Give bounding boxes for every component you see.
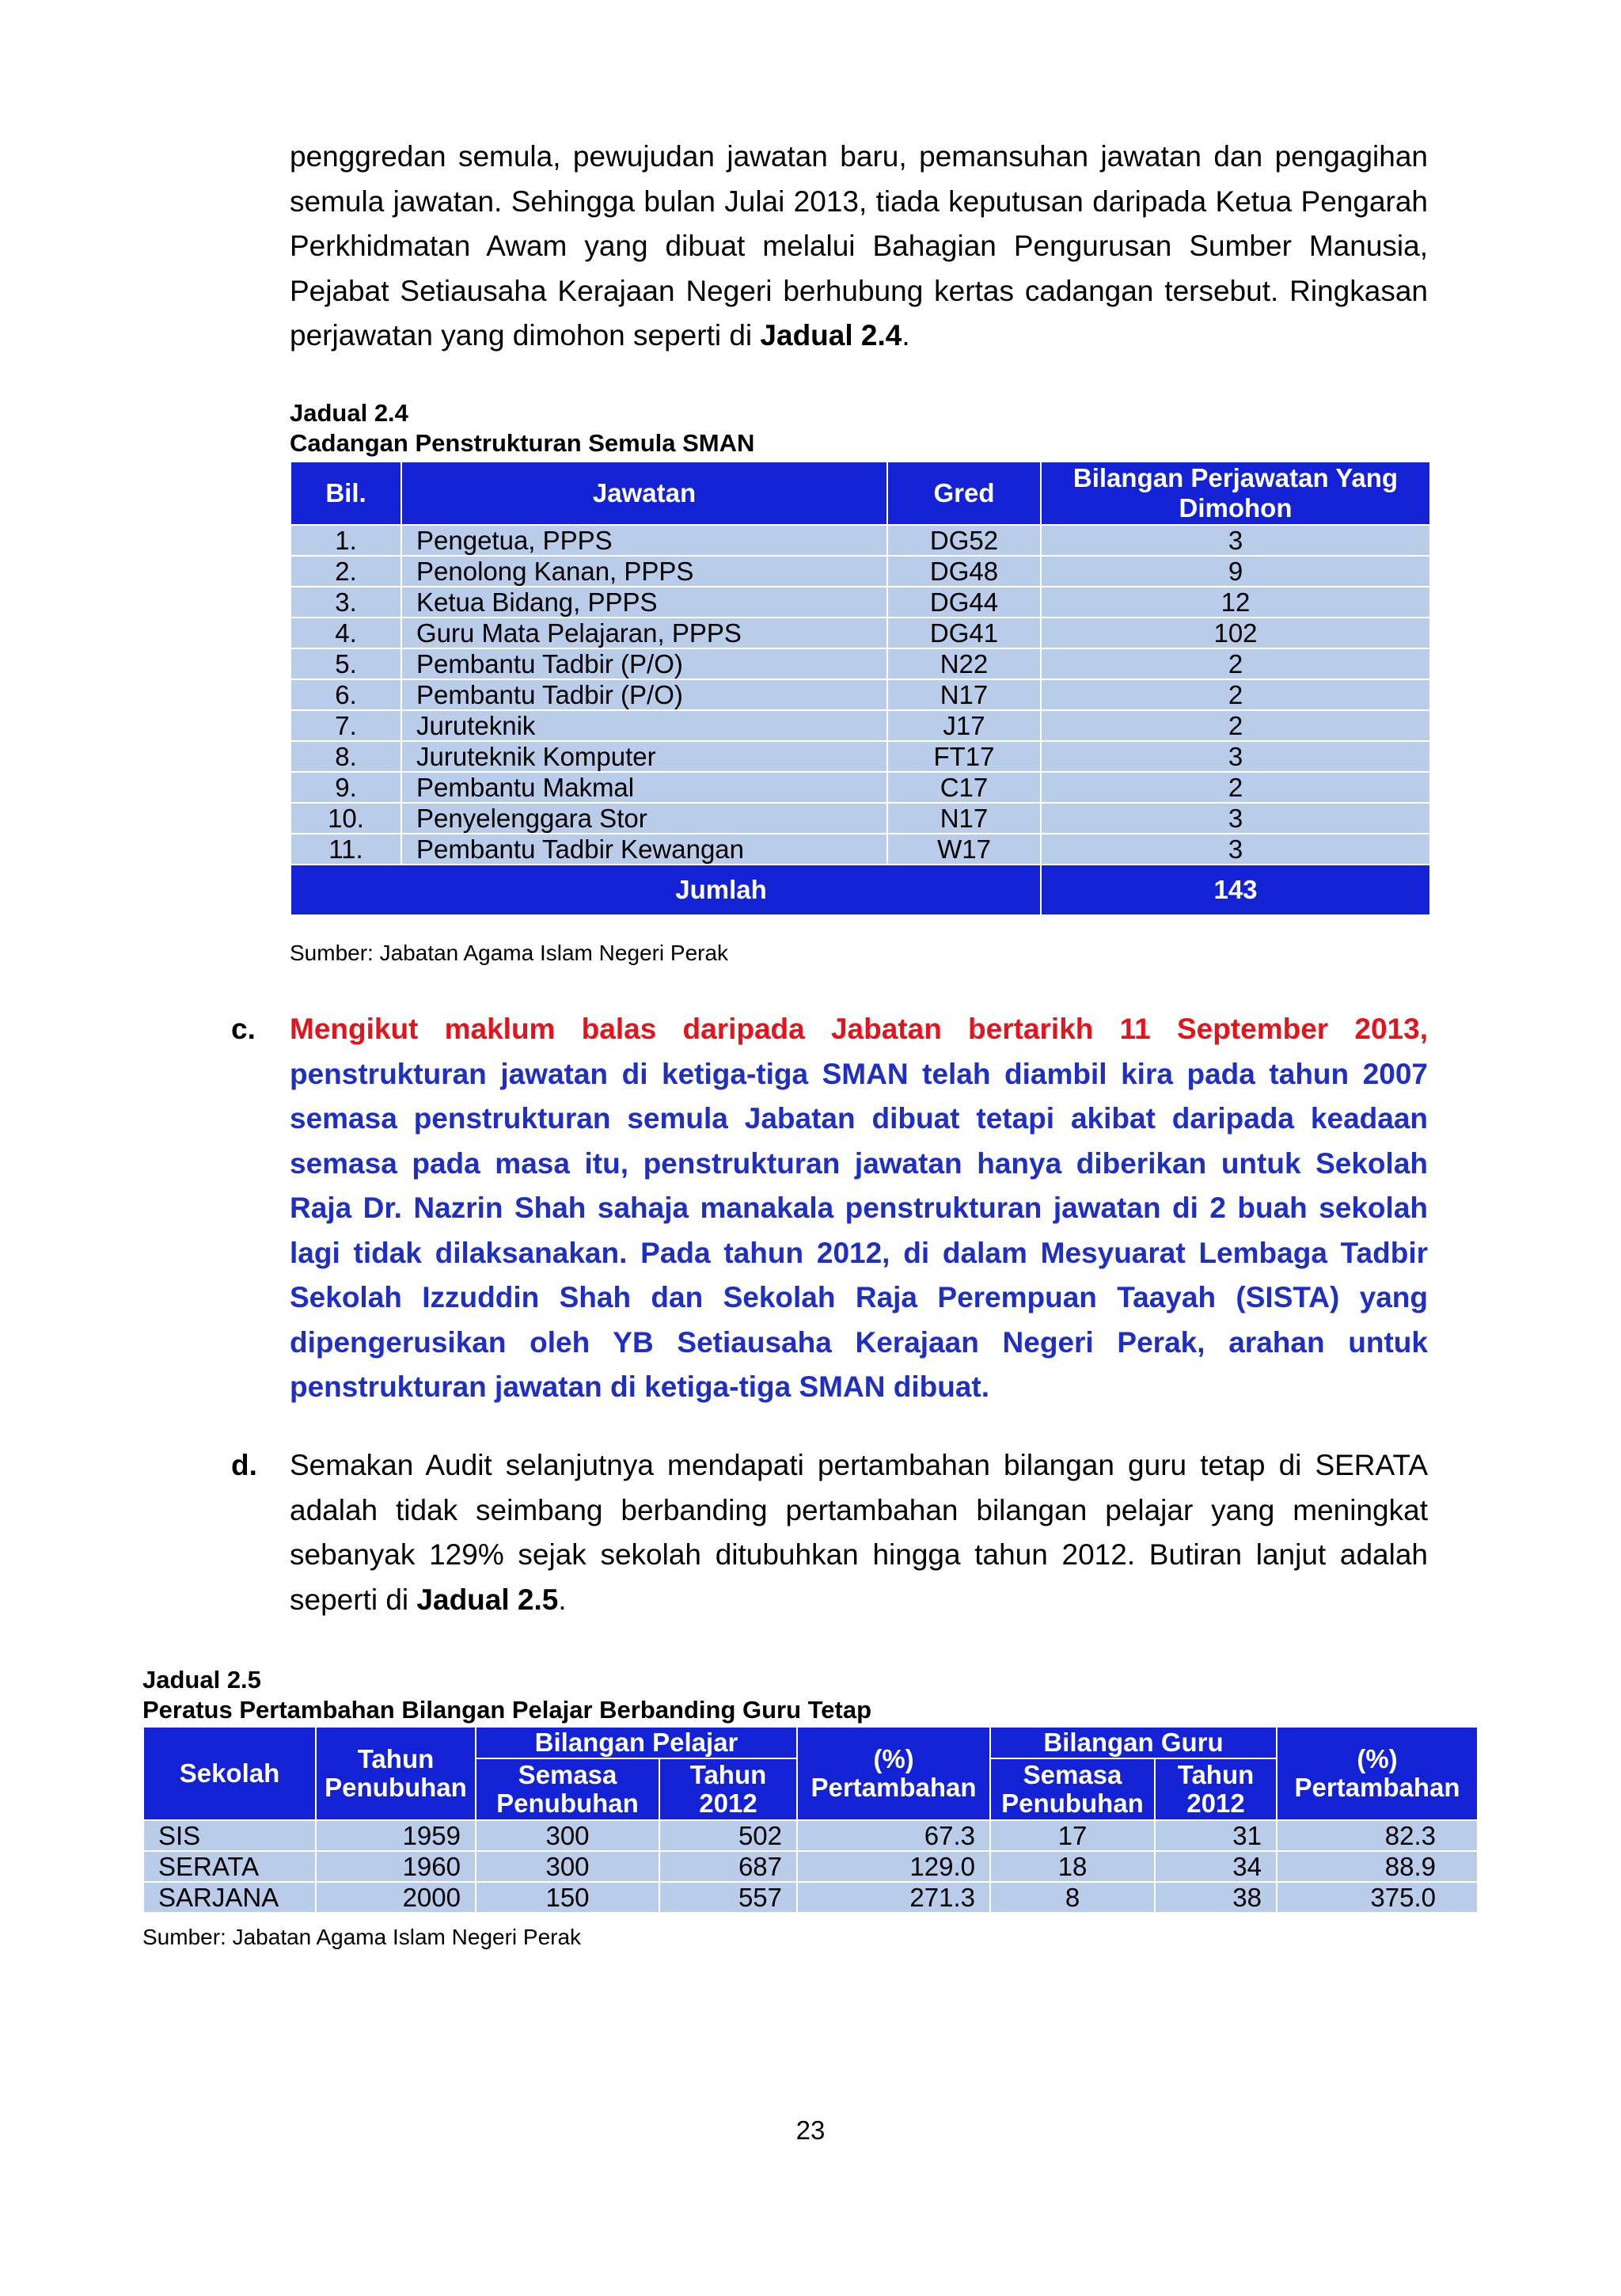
table-cell: Juruteknik Komputer (401, 741, 887, 772)
table-header-row (290, 462, 1430, 525)
table-row (290, 648, 1430, 679)
table-cell: FT17 (887, 741, 1041, 772)
table-cell: Penyelenggara Stor (401, 803, 887, 834)
column-header: Bil. (290, 462, 401, 525)
table-title: Cadangan Penstrukturan Semula SMAN (290, 429, 755, 457)
column-header: Gred (887, 462, 1041, 525)
column-header: (%) Pertambahan (1277, 1727, 1478, 1820)
total-row (290, 865, 1430, 915)
table-cell: 82.3 (1277, 1820, 1478, 1851)
table-cell: 4. (290, 618, 401, 648)
table-cell: Pembantu Tadbir (P/O) (401, 648, 887, 679)
table-cell: 17 (990, 1820, 1155, 1851)
table-cell: 3 (1041, 741, 1430, 772)
table-cell: Guru Mata Pelajaran, PPPS (401, 618, 887, 648)
table-cell: 502 (659, 1820, 797, 1851)
table-cell: Pembantu Makmal (401, 772, 887, 803)
table-cell: 2 (1041, 710, 1430, 741)
table-cell: 88.9 (1277, 1851, 1478, 1882)
table-cell: DG44 (887, 587, 1041, 618)
page-number: 23 (795, 2115, 826, 2145)
table-row (290, 556, 1430, 587)
item-marker: d. (231, 1449, 257, 1481)
table-header-row (143, 1727, 1478, 1758)
table-label: Jadual 2.5 (142, 1666, 261, 1693)
highlight-text: Mengikut maklum balas daripada Jabatan bertarikh 11 September 2013, (290, 1013, 1428, 1045)
table-row (290, 710, 1430, 741)
table-cell: Penolong Kanan, PPPS (401, 556, 887, 587)
table-cell: 300 (476, 1851, 659, 1882)
column-header: Tahun 2012 (1155, 1758, 1277, 1820)
table-cell: 6. (290, 679, 401, 710)
column-header: Tahun Penubuhan (316, 1727, 476, 1820)
table-cell: Pengetua, PPPS (401, 525, 887, 556)
table-cell: 8 (990, 1882, 1155, 1913)
table-cell: 18 (990, 1851, 1155, 1882)
table-row (290, 772, 1430, 803)
table-cell: 34 (1155, 1851, 1277, 1882)
table-label: Jadual 2.4 (290, 399, 408, 427)
table-cell: 3 (1041, 834, 1430, 865)
table-cell: 687 (659, 1851, 797, 1882)
table-row (143, 1820, 1478, 1851)
table-title: Peratus Pertambahan Bilangan Pelajar Berbanding Guru Tetap (142, 1696, 872, 1724)
table-cell: 2000 (316, 1882, 476, 1913)
column-header: Bilangan Perjawatan Yang Dimohon (1041, 462, 1430, 525)
table-source: Sumber: Jabatan Agama Islam Negeri Perak (142, 1925, 582, 1949)
table-cell: 2. (290, 556, 401, 587)
table-cell: 38 (1155, 1882, 1277, 1913)
table-cell: 8. (290, 741, 401, 772)
table-cell: DG48 (887, 556, 1041, 587)
table-cell: C17 (887, 772, 1041, 803)
table-cell: 375.0 (1277, 1882, 1478, 1913)
table-cell: SIS (143, 1820, 316, 1851)
table-row (290, 834, 1430, 865)
column-group-header: Bilangan Guru (990, 1727, 1277, 1758)
table-cell: Juruteknik (401, 710, 887, 741)
column-header: (%) Pertambahan (797, 1727, 990, 1820)
table-cell: W17 (887, 834, 1041, 865)
table-cell: 150 (476, 1882, 659, 1913)
table-cell: 2 (1041, 772, 1430, 803)
table-cell: 102 (1041, 618, 1430, 648)
table-row (290, 803, 1430, 834)
table-cell: SARJANA (143, 1882, 316, 1913)
table-cell: 3 (1041, 525, 1430, 556)
column-header: Sekolah (143, 1727, 316, 1820)
table-cell: 10. (290, 803, 401, 834)
column-group-header: Bilangan Pelajar (476, 1727, 797, 1758)
table-cell: 271.3 (797, 1882, 990, 1913)
table-row (143, 1882, 1478, 1913)
table-cell: 9 (1041, 556, 1430, 587)
item-c-paragraph (290, 1007, 1428, 1410)
table-cell: 11. (290, 834, 401, 865)
item-d-paragraph: Semakan Audit selanjutnya mendapati pertambahan bilangan guru tetap di SERATA adalah tidak seimbang berbanding pertambahan bilangan pelajar yang meningkat sebanyak 129% sejak sekolah ditubuhkan hingga tahun 2012. Butiran lanjut adalah seperti di Jadual 2.5. (290, 1449, 1428, 1616)
table-row (290, 741, 1430, 772)
column-header: Semasa Penubuhan (990, 1758, 1155, 1820)
table-cell: 557 (659, 1882, 797, 1913)
table-cell: N22 (887, 648, 1041, 679)
table-cell: 5. (290, 648, 401, 679)
table-cell: N17 (887, 679, 1041, 710)
total-label: Jumlah (290, 865, 1041, 915)
table-cell: 67.3 (797, 1820, 990, 1851)
table-cell: 3. (290, 587, 401, 618)
table-cell: 2 (1041, 648, 1430, 679)
table-row (143, 1851, 1478, 1882)
table-cell: J17 (887, 710, 1041, 741)
intro-paragraph: penggredan semula, pewujudan jawatan baru, pemansuhan jawatan dan pengagihan semula jawatan. Sehingga bulan Julai 2013, tiada keputusan daripada Ketua Pengarah Perkhidmatan Awam yang dibuat melalui Bahagian Pengurusan Sumber Manusia, Pejabat Setiausaha Kerajaan Negeri berhubung kertas cadangan tersebut. Ringkasan perjawatan yang dimohon seperti di Jadual 2.4. (290, 140, 1428, 352)
table-cell: 9. (290, 772, 401, 803)
table-reference: Jadual 2.4 (760, 319, 902, 352)
table-cell: 1. (290, 525, 401, 556)
table-cell: N17 (887, 803, 1041, 834)
table-cell: 129.0 (797, 1851, 990, 1882)
table-cell: Pembantu Tadbir Kewangan (401, 834, 887, 865)
table-cell: Ketua Bidang, PPPS (401, 587, 887, 618)
table-row (290, 618, 1430, 648)
response-text: penstrukturan jawatan di ketiga-tiga SMAN telah diambil kira pada tahun 2007 semasa penstrukturan semula Jabatan dibuat tetapi akibat daripada keadaan semasa pada masa itu, penstrukturan jawatan hanya diberikan untuk Sekolah Raja Dr. Nazrin Shah sahaja manakala penstrukturan jawatan di 2 buah sekolah lagi tidak dilaksanakan. Pada tahun 2012, di dalam Mesyuarat Lembaga Tadbir Sekolah Izzuddin Shah dan Sekolah Raja Perempuan Taayah (SISTA) yang dipengerusikan oleh YB Setiausaha Kerajaan Negeri Perak, arahan untuk penstrukturan jawatan di ketiga-tiga SMAN dibuat. (290, 1057, 1428, 1403)
table-cell: 31 (1155, 1820, 1277, 1851)
table-cell: 1959 (316, 1820, 476, 1851)
table-reference: Jadual 2.5 (416, 1583, 559, 1616)
table-cell: SERATA (143, 1851, 316, 1882)
table-cell: 300 (476, 1820, 659, 1851)
total-value: 143 (1041, 865, 1430, 915)
item-marker: c. (231, 1013, 256, 1045)
table-source: Sumber: Jabatan Agama Islam Negeri Perak (290, 941, 729, 965)
table-cell: 3 (1041, 803, 1430, 834)
table-cell: 12 (1041, 587, 1430, 618)
table-cell: DG52 (887, 525, 1041, 556)
table-cell: 2 (1041, 679, 1430, 710)
table-row (290, 587, 1430, 618)
column-header: Jawatan (401, 462, 887, 525)
growth-table (142, 1726, 1479, 1914)
table-cell: DG41 (887, 618, 1041, 648)
table-row (290, 525, 1430, 556)
table-cell: 1960 (316, 1851, 476, 1882)
column-header: Tahun 2012 (659, 1758, 797, 1820)
column-header: Semasa Penubuhan (476, 1758, 659, 1820)
table-row (290, 679, 1430, 710)
table-cell: 7. (290, 710, 401, 741)
staffing-table (290, 461, 1431, 916)
table-cell: Pembantu Tadbir (P/O) (401, 679, 887, 710)
